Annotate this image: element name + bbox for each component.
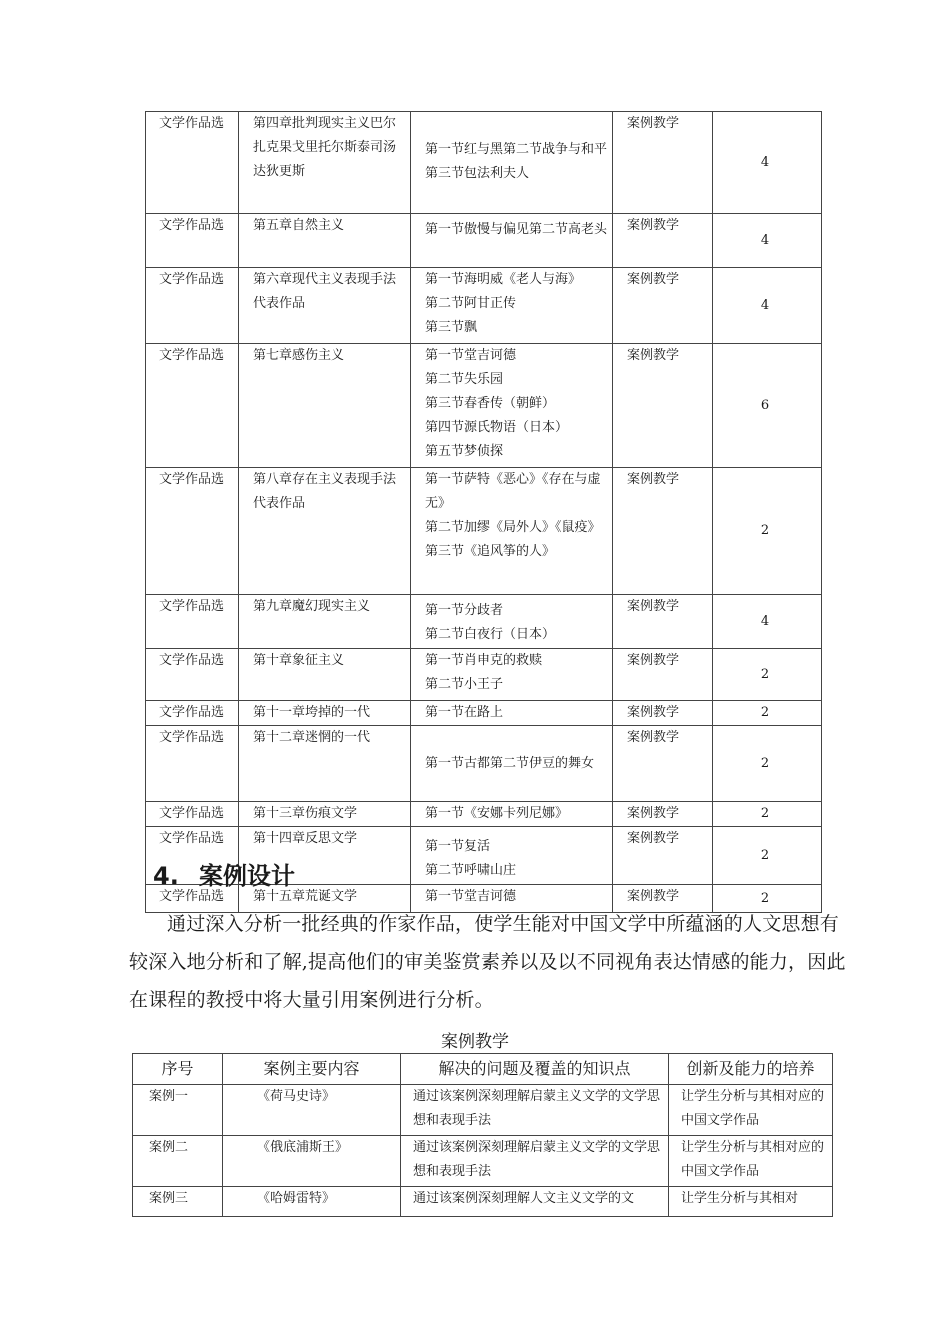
- category-cell: 文学作品选: [146, 827, 239, 885]
- schedule-row: [146, 112, 822, 214]
- sections-cell: 第一节傲慢与偏见第二节高老头: [411, 214, 613, 268]
- hours-cell: 2: [713, 726, 822, 802]
- case-teaching-table: [132, 1053, 833, 1217]
- section-title: 案例设计: [199, 862, 295, 890]
- sections-cell: 第一节红与黑第二节战争与和平第三节包法利夫人: [411, 112, 613, 214]
- schedule-row: [146, 701, 822, 726]
- hours-cell: 2: [713, 701, 822, 726]
- schedule-row: [146, 649, 822, 701]
- method-cell: 案例教学: [613, 701, 713, 726]
- case-row: [133, 1187, 833, 1217]
- hours-cell: 4: [713, 595, 822, 649]
- method-cell: 案例教学: [613, 827, 713, 885]
- chapter-cell: 第七章感伤主义: [239, 344, 411, 468]
- case-content-cell: 《俄底浦斯王》: [223, 1136, 401, 1187]
- schedule-row: [146, 726, 822, 802]
- section-paragraph: 通过深入分析一批经典的作家作品，使学生能对中国文学中所蕴涵的人文思想有较深入地分析和了解,提高他们的审美鉴赏素养以及以不同视角表达情感的能力，因此在课程的教授中将大量引用案例进行分析。: [129, 913, 846, 1011]
- schedule-row: [146, 468, 822, 595]
- schedule-row: [146, 595, 822, 649]
- schedule-row: [146, 344, 822, 468]
- sections-cell: 第一节《安娜卡列尼娜》: [411, 802, 613, 827]
- section-heading: [153, 856, 295, 891]
- hours-cell: 4: [713, 214, 822, 268]
- header-serial: 序号: [133, 1054, 223, 1085]
- case-table-header-row: [133, 1054, 833, 1085]
- case-problem-cell: 通过该案例深刻理解启蒙主义文学的文学思想和表现手法: [401, 1085, 669, 1136]
- chapter-cell: 第八章存在主义表现手法代表作品: [239, 468, 411, 595]
- case-number-cell: 案例三: [133, 1187, 223, 1217]
- case-row: [133, 1085, 833, 1136]
- category-cell: 文学作品选: [146, 214, 239, 268]
- chapter-cell: 第四章批判现实主义巴尔扎克果戈里托尔斯泰司汤达狄更斯: [239, 112, 411, 214]
- chapter-cell: 第十一章垮掉的一代: [239, 701, 411, 726]
- header-ability: 创新及能力的培养: [669, 1054, 833, 1085]
- chapter-cell: 第五章自然主义: [239, 214, 411, 268]
- chapter-cell: 第六章现代主义表现手法代表作品: [239, 268, 411, 344]
- method-cell: 案例教学: [613, 344, 713, 468]
- schedule-row: [146, 802, 822, 827]
- schedule-row: [146, 214, 822, 268]
- course-schedule-table: [145, 111, 822, 913]
- hours-cell: 2: [713, 802, 822, 827]
- sections-cell: 第一节古都第二节伊豆的舞女: [411, 726, 613, 802]
- case-table-body: [133, 1085, 833, 1217]
- case-ability-cell: 让学生分析与其相对应的中国文学作品: [669, 1136, 833, 1187]
- method-cell: 案例教学: [613, 112, 713, 214]
- chapter-cell: 第九章魔幻现实主义: [239, 595, 411, 649]
- category-cell: 文学作品选: [146, 885, 239, 913]
- method-cell: 案例教学: [613, 726, 713, 802]
- section-number: 4.: [153, 862, 179, 890]
- sections-cell: 第一节萨特《恶心》《存在与虚无》 第二节加缪《局外人》《鼠疫》 第三节《追风筝的人》: [411, 468, 613, 595]
- category-cell: 文学作品选: [146, 701, 239, 726]
- case-ability-cell: 让学生分析与其相对: [669, 1187, 833, 1217]
- hours-cell: 2: [713, 885, 822, 913]
- sections-cell: 第一节堂吉诃德 第二节失乐园 第三节春香传（朝鲜） 第四节源氏物语（日本） 第五节梦侦探: [411, 344, 613, 468]
- hours-cell: 2: [713, 468, 822, 595]
- chapter-cell: 第十三章伤痕文学: [239, 802, 411, 827]
- case-number-cell: 案例一: [133, 1085, 223, 1136]
- method-cell: 案例教学: [613, 268, 713, 344]
- hours-cell: 4: [713, 268, 822, 344]
- chapter-cell: 第十章象征主义: [239, 649, 411, 701]
- category-cell: 文学作品选: [146, 468, 239, 595]
- schedule-row: [146, 268, 822, 344]
- hours-cell: 6: [713, 344, 822, 468]
- category-cell: 文学作品选: [146, 112, 239, 214]
- category-cell: 文学作品选: [146, 344, 239, 468]
- sections-cell: 第一节在路上: [411, 701, 613, 726]
- course-schedule-body: [146, 112, 822, 913]
- category-cell: 文学作品选: [146, 802, 239, 827]
- category-cell: 文学作品选: [146, 268, 239, 344]
- header-problem: 解决的问题及覆盖的知识点: [401, 1054, 669, 1085]
- category-cell: 文学作品选: [146, 595, 239, 649]
- header-content: 案例主要内容: [223, 1054, 401, 1085]
- case-content-cell: 《荷马史诗》: [223, 1085, 401, 1136]
- sections-cell: 第一节堂吉诃德: [411, 885, 613, 913]
- hours-cell: 2: [713, 649, 822, 701]
- case-number-cell: 案例二: [133, 1136, 223, 1187]
- sections-cell: 第一节复活 第二节呼啸山庄: [411, 827, 613, 885]
- case-ability-cell: 让学生分析与其相对应的中国文学作品: [669, 1085, 833, 1136]
- category-cell: 文学作品选: [146, 726, 239, 802]
- case-content-cell: 《哈姆雷特》: [223, 1187, 401, 1217]
- case-problem-cell: 通过该案例深刻理解启蒙主义文学的文学思想和表现手法: [401, 1136, 669, 1187]
- method-cell: 案例教学: [613, 649, 713, 701]
- hours-cell: 4: [713, 112, 822, 214]
- case-table-caption: 案例教学: [441, 1032, 509, 1052]
- chapter-cell: 第十五章荒诞文学: [239, 885, 411, 913]
- case-row: [133, 1136, 833, 1187]
- sections-cell: 第一节肖申克的救赎 第二节小王子: [411, 649, 613, 701]
- case-problem-cell: 通过该案例深刻理解人文主义文学的文: [401, 1187, 669, 1217]
- hours-cell: 2: [713, 827, 822, 885]
- sections-cell: 第一节海明威《老人与海》 第二节阿甘正传 第三节飘: [411, 268, 613, 344]
- method-cell: 案例教学: [613, 595, 713, 649]
- method-cell: 案例教学: [613, 885, 713, 913]
- category-cell: 文学作品选: [146, 649, 239, 701]
- chapter-cell: 第十二章迷惘的一代: [239, 726, 411, 802]
- sections-cell: 第一节分歧者 第二节白夜行（日本）: [411, 595, 613, 649]
- chapter-cell: 第十四章反思文学: [239, 827, 411, 885]
- method-cell: 案例教学: [613, 468, 713, 595]
- method-cell: 案例教学: [613, 802, 713, 827]
- method-cell: 案例教学: [613, 214, 713, 268]
